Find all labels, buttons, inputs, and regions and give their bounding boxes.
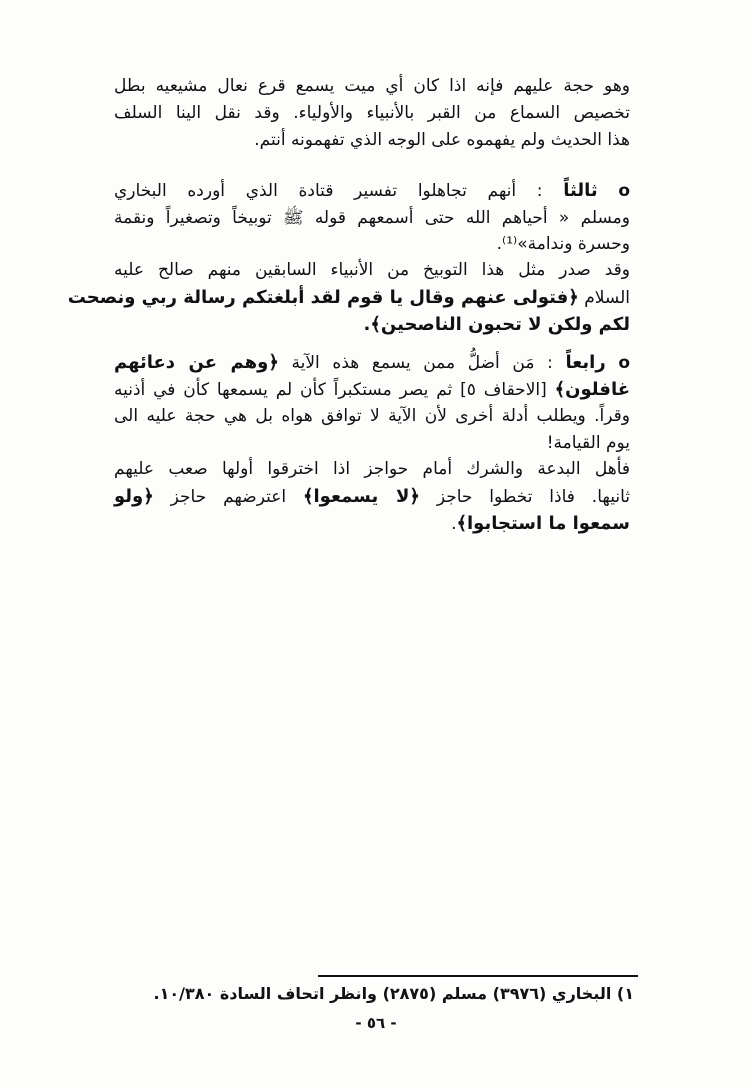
third-point-line-1	[0, 180, 752, 201]
footnote-divider	[318, 975, 638, 977]
fourth-point-line-6-mid: اعترضهم حاجز	[170, 487, 287, 507]
third-point-line-6	[0, 314, 752, 335]
fourth-point-line-6-text: ثانيها. فاذا تخطوا حاجز	[436, 487, 630, 507]
fourth-point-heading: رابعاً	[565, 352, 606, 373]
quran-quote-3: ﴿لا يسمعوا﴾	[302, 486, 420, 507]
page-number: - ٥٦ -	[355, 1014, 397, 1032]
fourth-point-line-1	[0, 352, 752, 373]
fourth-point-line-3: وقراً. ويطلب أدلة أخرى لأن الآية لا توافق هواه بل هي حجة عليه الى	[114, 406, 630, 426]
fourth-point-line-5: فأهل البدعة والشرك أمام حواجز اذا اخترقوا أولها صعب عليهم	[114, 459, 630, 479]
fourth-point-line-2-text: [الاحقاف ٥] ثم يصر مستكبراً كأن لم يسمعها كأن في أذنيه	[114, 380, 547, 400]
third-point-heading: ثالثاً	[563, 180, 598, 201]
quran-quote-1: ﴿فتولى عنهم وقال يا قوم لقد أبلغتكم رسالة ربي ونصحت	[67, 287, 579, 308]
third-point-text: : أنهم تجاهلوا تفسير قتادة الذي أورده البخاري	[114, 181, 543, 201]
third-point-line-5	[0, 287, 752, 308]
third-point-line-4: وقد صدر مثل هذا التوبيخ من الأنبياء السابقين منهم صالح عليه	[114, 260, 630, 280]
quran-quote-2-end: غافلون﴾	[554, 379, 630, 400]
quran-quote-4-end: سمعوا ما استجابوا﴾	[456, 513, 630, 534]
footnote: ١) البخاري (٣٩٧٦) مسلم (٢٨٧٥) وانظر اتحاف السادة ١٠/٣٨٠.	[153, 984, 634, 1003]
third-point-line-2: ومسلم « أحياهم الله حتى أسمعهم قوله ﷺ توبيخاً وتصغيراً ونقمة	[114, 208, 630, 228]
paragraph-1-line-2: تخصيص السماع من القبر بالأنبياء والأولياء. وقد نقل الينا السلف	[114, 103, 630, 123]
paragraph-1-line-3: هذا الحديث ولم يفهموه على الوجه الذي تفهمونه أنتم.	[254, 130, 630, 150]
fourth-point-line-6	[0, 486, 752, 507]
quran-quote-2: ﴿وهم عن دعائهم	[114, 352, 279, 373]
quran-quote-1-end: لكم ولكن لا تحبون الناصحين﴾.	[363, 314, 630, 335]
fourth-point-line-4: يوم القيامة!	[546, 433, 630, 453]
fourth-point-text: : مَن أضلُّ ممن يسمع هذه الآية	[291, 353, 553, 373]
third-point-line-3: وحسرة وندامة»⁽¹⁾.	[496, 234, 630, 254]
bullet-circle-icon: o	[618, 353, 631, 373]
quote-lead: السلام	[584, 288, 630, 308]
fourth-point-line-7	[0, 513, 752, 534]
final-period: .	[451, 514, 457, 534]
fourth-point-line-2	[0, 379, 752, 400]
paragraph-1-line-1: وهو حجة عليهم فإنه اذا كان أي ميت يسمع قرع نعال مشيعيه بطل	[114, 76, 630, 96]
bullet-circle-icon: o	[618, 181, 631, 201]
quran-quote-4: ﴿ولو	[114, 486, 154, 507]
